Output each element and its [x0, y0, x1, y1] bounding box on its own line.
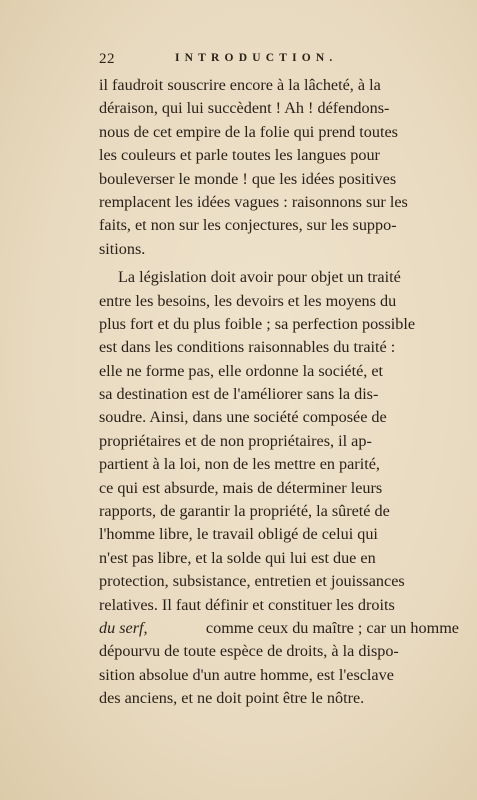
text-line: les couleurs et parle toutes les langues pour: [99, 146, 380, 165]
text-line: plus fort et du plus foible ; sa perfection possible: [99, 314, 416, 333]
text-line: sitions.: [99, 239, 146, 258]
text-line: n'est pas libre, et la solde qui lui est due en: [99, 548, 376, 567]
text-line: protection, subsistance, entretien et jouissances: [99, 572, 405, 591]
text-line: dépourvu de toute espèce de droits, à la dispo-: [99, 642, 399, 661]
text-line: entre les besoins, les devoirs et les moyens du: [99, 291, 397, 310]
text-line: ce qui est absurde, mais de déterminer leurs: [99, 478, 383, 497]
text-line: nous de cet empire de la folie qui prend toutes: [99, 122, 398, 141]
text-line: il faudroit souscrire encore à la lâcheté, à la: [99, 76, 381, 94]
running-head: INTRODUCTION.: [175, 52, 338, 64]
text-line: La législation doit avoir pour objet un traité: [118, 268, 401, 287]
page-header: [99, 51, 469, 71]
text-line: elle ne forme pas, elle ordonne la société, et: [99, 361, 384, 380]
text-line: sition absolue d'un autre homme, est l'esclave: [99, 665, 394, 684]
text-line: propriétaires et de non propriétaires, il ap-: [99, 431, 372, 450]
text-line: des anciens, et ne doit point être le nôtre.: [99, 689, 365, 708]
text-line: l'homme libre, le travail obligé de celui qui: [99, 525, 378, 544]
body-text: [99, 74, 459, 711]
text-line: déraison, qui lui succèdent ! Ah ! défendons-: [99, 99, 390, 118]
text-line: est dans les conditions raisonnables du traité :: [99, 338, 396, 357]
text-line: faits, et non sur les conjectures, sur les suppo-: [99, 216, 397, 235]
page-number: 22: [99, 51, 115, 67]
text-line: sa destination est de l'améliorer sans la dis-: [99, 385, 379, 404]
text-line: soudre. Ainsi, dans une société composée de: [99, 408, 387, 427]
text-line: remplacent les idées vagues : raisonnons sur les: [99, 192, 408, 211]
text-line: partient à la loi, non de les mettre en parité,: [99, 455, 380, 474]
italic-term: du serf,: [99, 618, 148, 637]
text-line: bouleverser le monde ! que les idées positives: [99, 169, 397, 188]
text-line: relatives. Il faut définir et constituer les droits: [99, 595, 395, 614]
text-line: rapports, de garantir la propriété, la sûreté de: [99, 502, 390, 521]
text-line: du serf, comme ceux du maître ; car un homme: [99, 617, 459, 640]
